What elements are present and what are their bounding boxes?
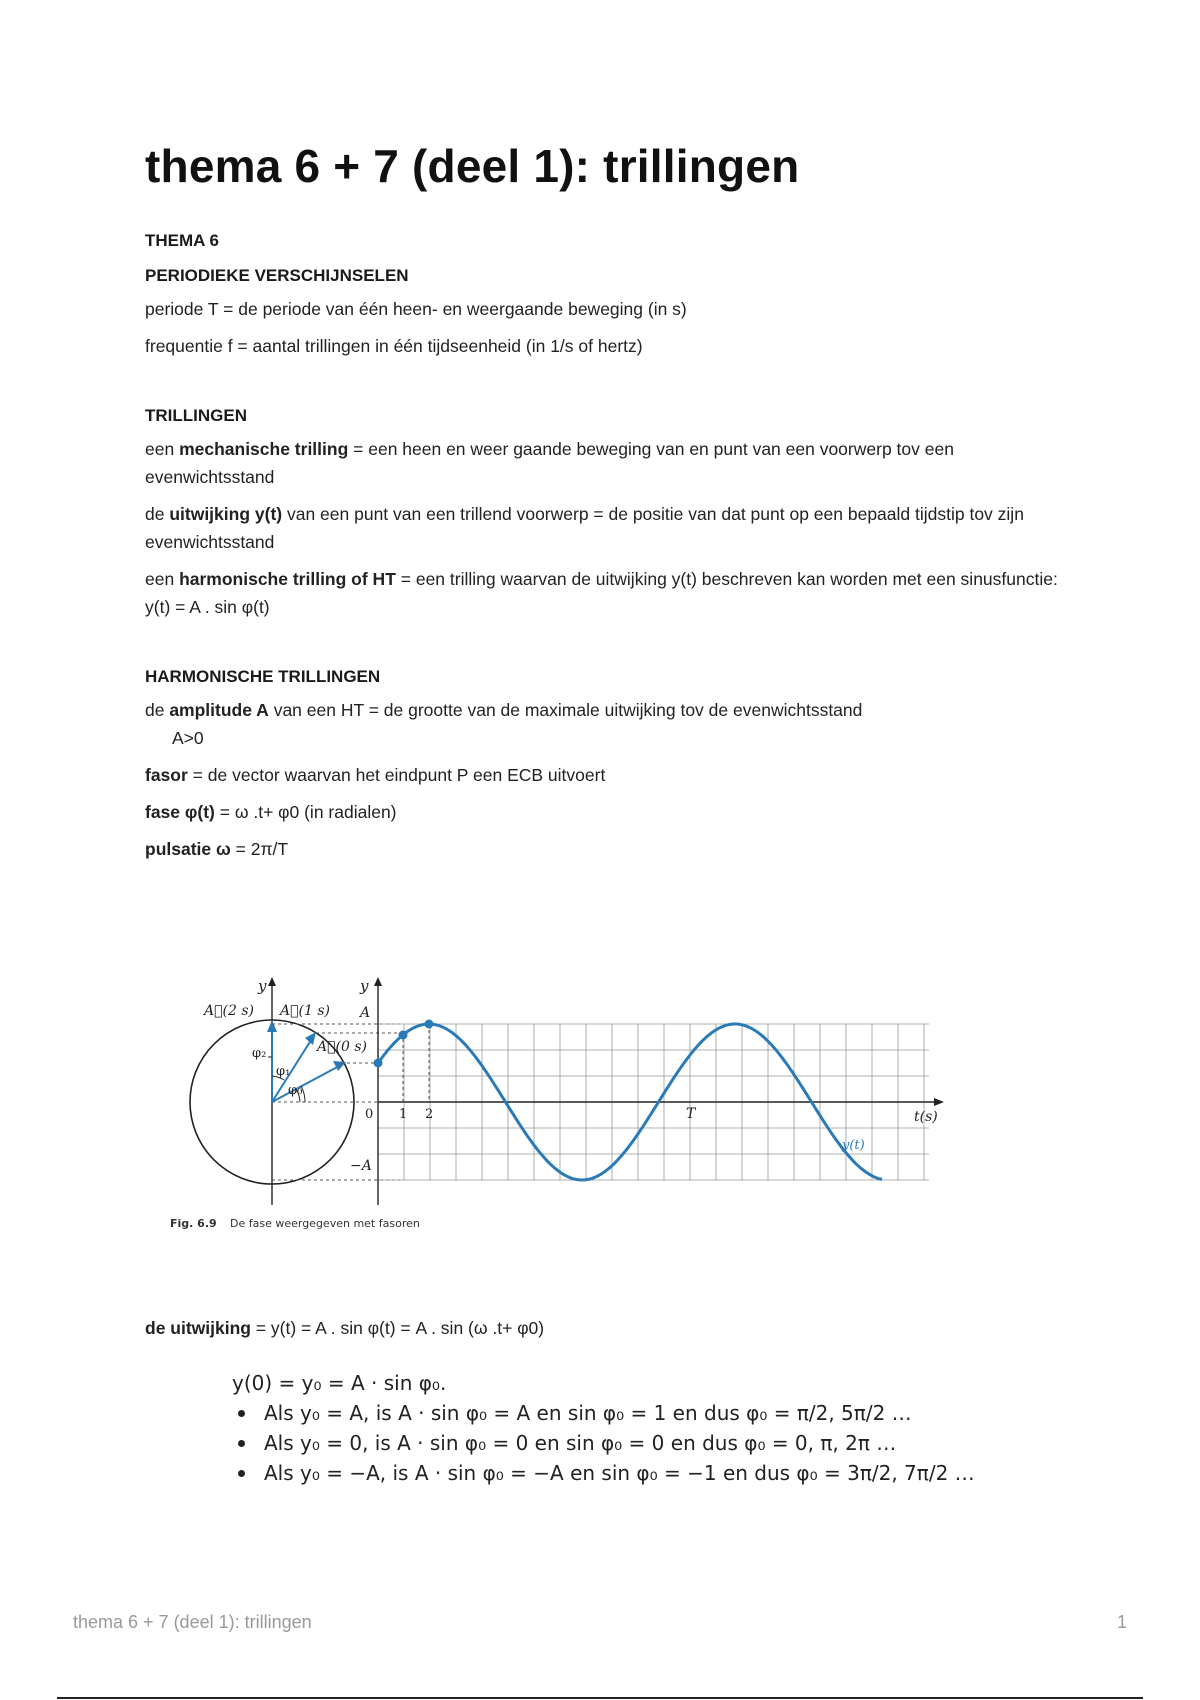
label-period-T: T <box>686 1106 696 1122</box>
figure-phasor <box>170 965 1070 1250</box>
definition-uitwijking: de uitwijking y(t) van een punt van een trillend voorwerp = de positie van dat punt op een bepaald tijdstip tov zijn evenwichtsstand <box>145 503 1024 552</box>
case-item: Als y₀ = −A, is A · sin φ₀ = −A en sin φ₀ = −1 en dus φ₀ = 3π/2, 7π/2 … <box>232 1458 992 1488</box>
footer-rule <box>57 1697 1143 1699</box>
definition-frequentie: frequentie f = aantal trillingen in één tijdseenheid (in 1/s of hertz) <box>145 335 643 356</box>
figure-caption-text: De fase weergegeven met fasoren <box>230 1217 420 1230</box>
footer-title: thema 6 + 7 (deel 1): trillingen <box>73 1612 312 1632</box>
page-number: 1 <box>1116 1612 1127 1632</box>
label-minus-amplitude: −A <box>350 1158 372 1174</box>
section-heading-harmonisch: HARMONISCHE TRILLINGEN <box>145 666 381 686</box>
case-item: Als y₀ = 0, is A · sin φ₀ = 0 en sin φ₀ = 0 en dus φ₀ = 0, π, 2π … <box>232 1428 992 1458</box>
section-heading-trillingen: TRILLINGEN <box>145 405 247 425</box>
label-tick-1: 1 <box>399 1107 408 1122</box>
uitwijking-formula: de uitwijking = y(t) = A . sin φ(t) = A . sin (ω .t+ φ0) <box>145 1318 545 1338</box>
content <box>145 140 1065 863</box>
definition-mechanische-trilling: een mechanische trilling = een heen en weer gaande beweging van en punt van een voorwerp tov een evenwichtsstand <box>145 438 954 487</box>
phasor-diagram <box>170 965 1070 1250</box>
case-item: Als y₀ = A, is A · sin φ₀ = A en sin φ₀ = 1 en dus φ₀ = π/2, 5π/2 … <box>232 1398 992 1428</box>
point-t0 <box>374 1059 383 1068</box>
label-tick-2: 2 <box>425 1107 434 1122</box>
point-t2 <box>425 1020 434 1029</box>
page-title: thema 6 + 7 (deel 1): trillingen <box>145 140 800 192</box>
phase-cases <box>232 1368 992 1488</box>
phasor-A1-head <box>305 1032 316 1045</box>
label-phi0: φ₀ <box>288 1083 303 1098</box>
phasor-A2-head <box>267 1020 277 1032</box>
amplitude-condition: A>0 <box>172 727 204 748</box>
left-y-label: y <box>258 977 267 995</box>
label-A1: A⃗(1 s) <box>280 1003 330 1019</box>
definition-harmonische-trilling: een harmonische trilling of HT = een trilling waarvan de uitwijking y(t) beschreven kan worden met een sinusfunctie: y(t) = A . sin φ(t) <box>145 568 1058 617</box>
t-axis-arrow <box>934 1098 944 1106</box>
label-amplitude: A <box>360 1005 371 1021</box>
section-heading-periodieke: PERIODIEKE VERSCHIJNSELEN <box>145 265 409 285</box>
right-y-arrow <box>374 977 382 986</box>
label-zero: 0 <box>365 1107 374 1122</box>
definition-fase: fase φ(t) = ω .t+ φ0 (in radialen) <box>145 801 397 822</box>
label-phi2: φ₂ <box>252 1046 267 1061</box>
cases-list <box>232 1398 992 1488</box>
label-phi1: φ₁ <box>276 1064 291 1079</box>
label-t-axis: t(s) <box>914 1109 938 1125</box>
label-curve: y(t) <box>842 1138 865 1153</box>
cases-intro: y(0) = y₀ = A · sin φ₀. <box>232 1371 447 1395</box>
phasor-A0-head <box>333 1061 346 1071</box>
definition-amplitude: de amplitude A van een HT = de grootte van de maximale uitwijking tov de evenwichtsstand <box>145 699 863 720</box>
definition-periode: periode T = de periode van één heen- en weergaande beweging (in s) <box>145 298 687 319</box>
label-A0: A⃗(0 s) <box>317 1039 367 1055</box>
point-t1 <box>399 1031 408 1040</box>
definition-fasor: fasor = de vector waarvan het eindpunt P een ECB uitvoert <box>145 764 606 785</box>
label-A2: A⃗(2 s) <box>204 1003 254 1019</box>
thema-label: THEMA 6 <box>145 230 219 250</box>
left-y-arrow <box>268 977 276 986</box>
figure-caption-number: Fig. 6.9 <box>170 1217 217 1230</box>
definition-pulsatie: pulsatie ω = 2π/T <box>145 838 289 859</box>
right-y-label: y <box>360 977 369 995</box>
